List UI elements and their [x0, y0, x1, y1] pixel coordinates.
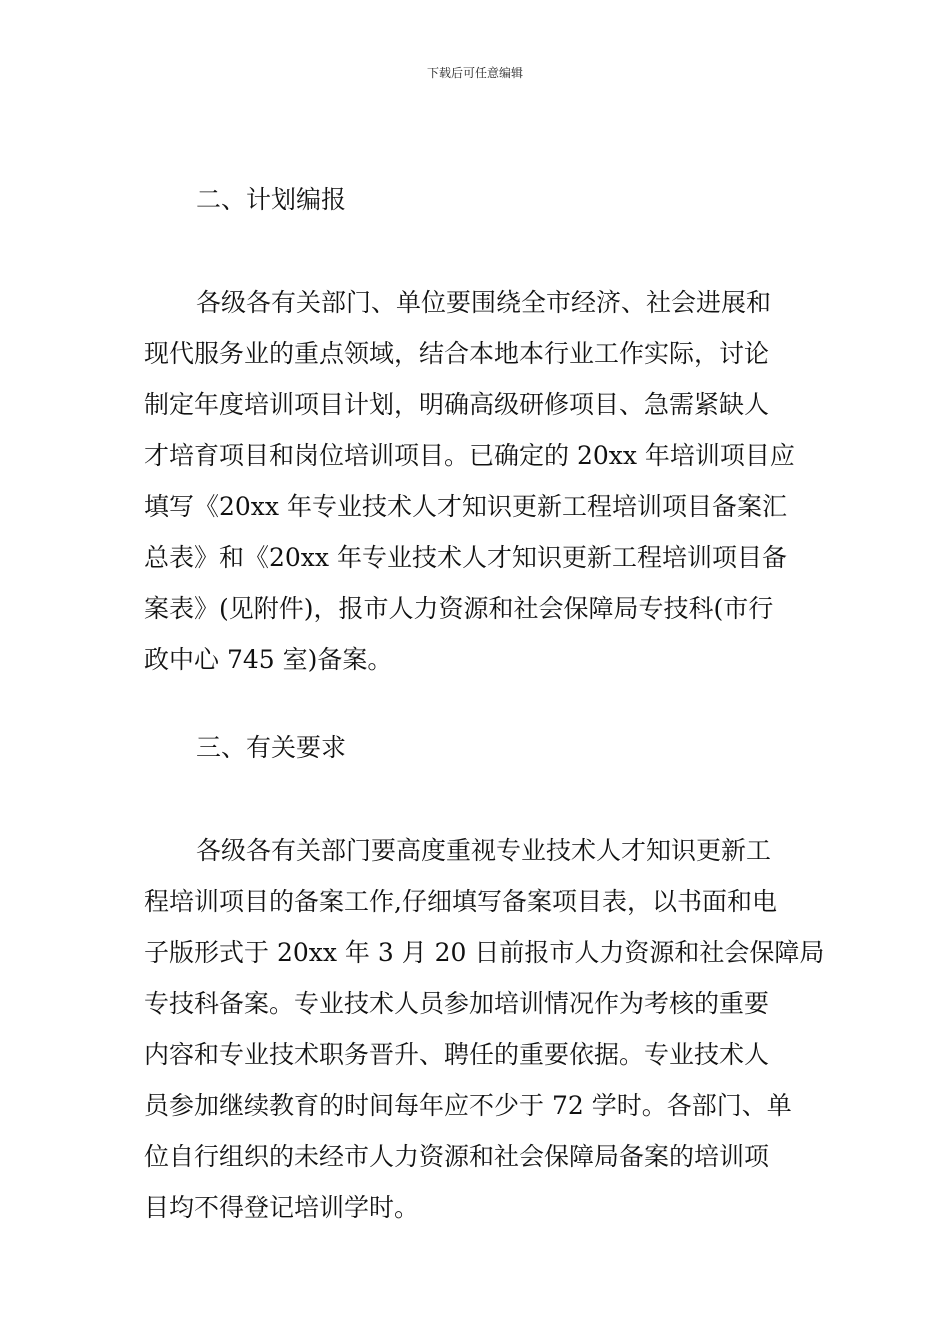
paragraph-line: 才培育项目和岗位培训项目。已确定的 20xx 年培训项目应: [144, 441, 795, 470]
paragraph-line: 各级各有关部门、单位要围绕全市经济、社会进展和: [196, 288, 772, 317]
paragraph-line: 案表》(见附件)，报市人力资源和社会保障局专技科(市行: [144, 594, 774, 623]
section-heading-plan: 二、计划编报: [196, 185, 347, 214]
paragraph-line: 内容和专业技术职务晋升、聘任的重要依据。专业技术人: [144, 1040, 770, 1069]
section-heading-requirements: 三、有关要求: [196, 733, 347, 762]
paragraph-line: 子版形式于 20xx 年 3 月 20 日前报市人力资源和社会保障局: [144, 938, 825, 967]
paragraph-line: 目均不得登记培训学时。: [144, 1193, 420, 1222]
paragraph-line: 专技科备案。专业技术人员参加培训情况作为考核的重要: [144, 989, 770, 1018]
paragraph-line: 位自行组织的未经市人力资源和社会保障局备案的培训项: [144, 1142, 770, 1171]
paragraph-line: 填写《20xx 年专业技术人才知识更新工程培训项目备案汇: [144, 492, 787, 521]
paragraph-line: 各级各有关部门要高度重视专业技术人才知识更新工: [196, 836, 772, 865]
paragraph-line: 员参加继续教育的时间每年应不少于 72 学时。各部门、单: [144, 1091, 792, 1120]
paragraph-line: 程培训项目的备案工作,仔细填写备案项目表，以书面和电: [144, 887, 777, 916]
paragraph-line: 现代服务业的重点领域，结合本地本行业工作实际，讨论: [144, 339, 770, 368]
paragraph-line: 政中心 745 室)备案。: [144, 645, 393, 674]
paragraph-line: 制定年度培训项目计划，明确高级研修项目、急需紧缺人: [144, 390, 770, 419]
page-header-note: 下载后可任意编辑: [426, 66, 523, 80]
paragraph-line: 总表》和《20xx 年专业技术人才知识更新工程培训项目备: [144, 543, 787, 572]
